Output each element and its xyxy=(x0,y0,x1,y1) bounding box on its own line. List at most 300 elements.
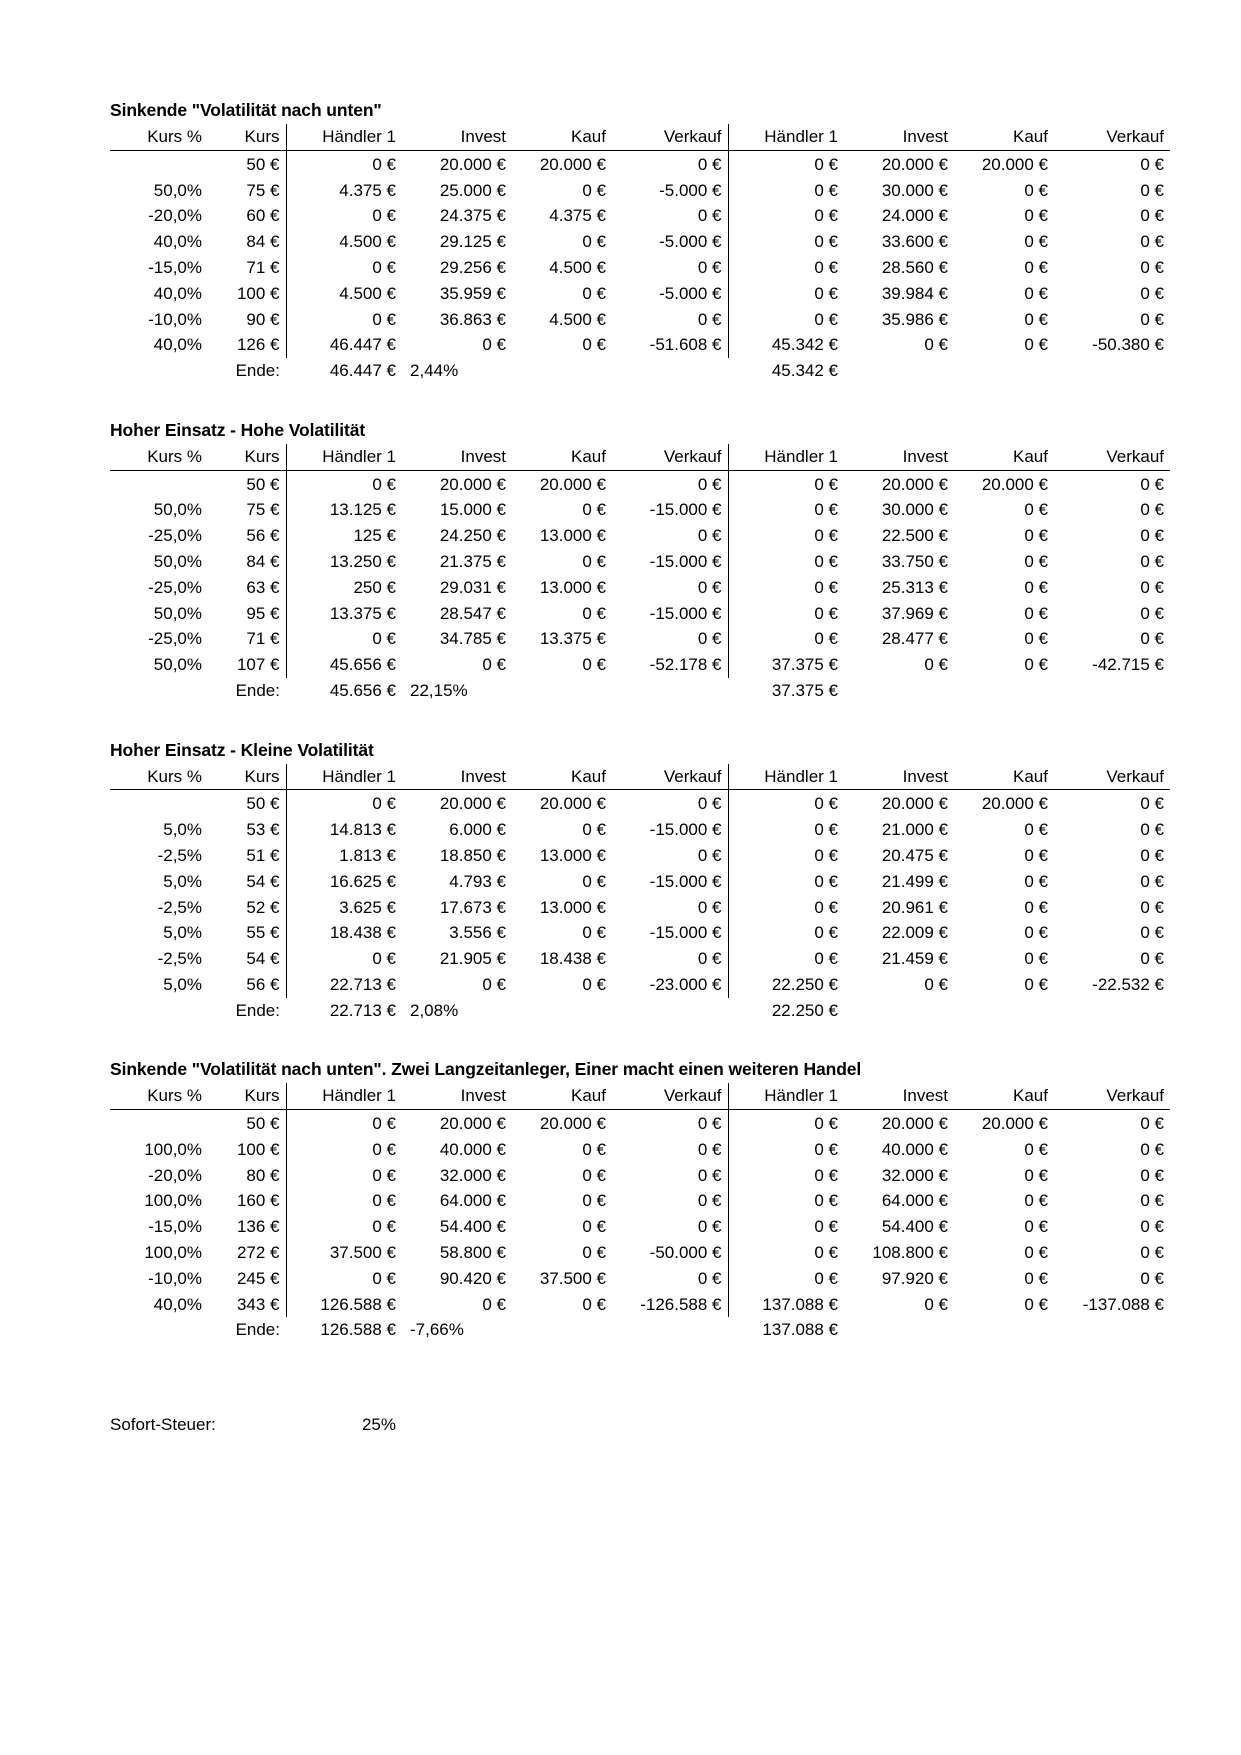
spacer-row xyxy=(110,704,1170,730)
cell-kauf-links: 20.000 € xyxy=(539,154,606,174)
ende-prozent: -7,66% xyxy=(410,1320,464,1340)
cell-verkauf-links: -15.000 € xyxy=(649,923,722,943)
cell-kurs: 53 € xyxy=(246,820,280,840)
cell-haendler-1-rechts: 0 € xyxy=(728,1240,844,1266)
ende-empty-9 xyxy=(1054,1317,1170,1343)
cell-invest-links: 21.375 € xyxy=(439,551,506,571)
cell-kurs: 50 € xyxy=(246,154,280,174)
cell-verkauf-links: 0 € xyxy=(697,1191,722,1211)
cell-invest-links: 0 € xyxy=(482,974,506,994)
column-header-kurs: Kurs xyxy=(208,444,286,470)
table-row xyxy=(110,1110,1170,1137)
cell-kurs: 343 € xyxy=(236,1294,280,1314)
cell-verkauf-rechts: 0 € xyxy=(1140,1268,1164,1288)
column-header-kauf-rechts: Kauf xyxy=(954,764,1054,790)
spacer-cell xyxy=(728,384,844,410)
cell-kurs: 107 € xyxy=(236,655,280,675)
cell-haendler-1-links: 46.447 € xyxy=(286,332,402,358)
spacer-cell xyxy=(612,1343,728,1369)
cell-invest-rechts: 21.499 € xyxy=(881,871,948,891)
cell-verkauf-rechts: 0 € xyxy=(1140,309,1164,329)
cell-verkauf-links: -15.000 € xyxy=(649,551,722,571)
table-row xyxy=(110,946,1170,972)
cell-kurs-prozent: 5,0% xyxy=(163,871,202,891)
cell-haendler-1-rechts: 0 € xyxy=(728,549,844,575)
cell-invest-rechts: 28.477 € xyxy=(881,629,948,649)
section-3 xyxy=(110,736,1164,1050)
cell-invest-rechts: 0 € xyxy=(924,655,948,675)
spacer-cell xyxy=(286,1343,402,1369)
cell-verkauf-links: -5.000 € xyxy=(659,232,722,252)
cell-verkauf-rechts: 0 € xyxy=(1140,526,1164,546)
table-row xyxy=(110,626,1170,652)
ende-empty xyxy=(110,998,208,1024)
cell-kurs: 245 € xyxy=(236,1268,280,1288)
table-header-row xyxy=(110,444,1170,470)
spacer-cell xyxy=(1054,1024,1170,1050)
table-row xyxy=(110,920,1170,946)
cell-invest-links: 4.793 € xyxy=(449,871,506,891)
cell-invest-rechts: 20.000 € xyxy=(881,154,948,174)
table-row xyxy=(110,281,1170,307)
cell-kurs: 84 € xyxy=(246,232,280,252)
column-header-invest-rechts: Invest xyxy=(844,124,954,150)
spacer-cell xyxy=(1054,384,1170,410)
cell-verkauf-rechts: 0 € xyxy=(1140,629,1164,649)
sofort-steuer-label: Sofort-Steuer: xyxy=(110,1415,216,1435)
cell-verkauf-links: 0 € xyxy=(697,474,722,494)
ende-total-links: 22.713 € xyxy=(329,1000,396,1020)
ende-label: Ende: xyxy=(235,1000,280,1020)
cell-haendler-1-rechts: 137.088 € xyxy=(728,1292,844,1318)
column-header-kurs: Kurs xyxy=(208,1083,286,1109)
cell-kauf-links: 0 € xyxy=(582,1217,606,1237)
cell-invest-links: 25.000 € xyxy=(439,180,506,200)
cell-haendler-1-links: 13.375 € xyxy=(286,601,402,627)
spacer-cell xyxy=(402,704,512,730)
cell-haendler-1-links: 0 € xyxy=(286,1214,402,1240)
cell-kauf-links: 0 € xyxy=(582,655,606,675)
cell-verkauf-rechts: 0 € xyxy=(1140,257,1164,277)
cell-invest-rechts: 0 € xyxy=(924,1294,948,1314)
cell-kurs: 160 € xyxy=(236,1191,280,1211)
spacer-cell xyxy=(286,1024,402,1050)
spacer-cell xyxy=(612,384,728,410)
cell-kurs: 71 € xyxy=(246,629,280,649)
cell-verkauf-links: 0 € xyxy=(697,1217,722,1237)
column-header-invest-links: Invest xyxy=(402,444,512,470)
cell-invest-links: 29.256 € xyxy=(439,257,506,277)
column-header-haendler-1-rechts: Händler 1 xyxy=(728,124,844,150)
cell-kurs-prozent: 50,0% xyxy=(153,500,202,520)
cell-haendler-1-links: 0 € xyxy=(286,307,402,333)
spacer-cell xyxy=(954,704,1054,730)
cell-haendler-1-rechts: 0 € xyxy=(728,203,844,229)
cell-haendler-1-links: 16.625 € xyxy=(286,869,402,895)
ende-label: Ende: xyxy=(235,1320,280,1340)
cell-kurs-prozent: 50,0% xyxy=(153,603,202,623)
table-row xyxy=(110,255,1170,281)
cell-kurs-prozent: 100,0% xyxy=(144,1139,202,1159)
table-row xyxy=(110,652,1170,678)
cell-haendler-1-links: 250 € xyxy=(286,575,402,601)
cell-kurs-prozent xyxy=(110,150,208,177)
cell-kurs-prozent: -25,0% xyxy=(148,526,202,546)
cell-haendler-1-links: 18.438 € xyxy=(286,920,402,946)
sections-container xyxy=(110,96,1164,1369)
cell-haendler-1-links: 13.125 € xyxy=(286,497,402,523)
cell-kauf-links: 0 € xyxy=(582,923,606,943)
spacer-cell xyxy=(844,384,954,410)
cell-invest-rechts: 97.920 € xyxy=(881,1268,948,1288)
cell-kauf-rechts: 0 € xyxy=(1024,1268,1048,1288)
table-row xyxy=(110,843,1170,869)
ende-total-rechts: 37.375 € xyxy=(771,680,838,700)
table-row xyxy=(110,1214,1170,1240)
cell-kauf-links: 20.000 € xyxy=(539,1114,606,1134)
ende-prozent: 2,08% xyxy=(410,1000,459,1020)
cell-haendler-1-links: 0 € xyxy=(286,1163,402,1189)
cell-invest-rechts: 21.000 € xyxy=(881,820,948,840)
cell-invest-links: 40.000 € xyxy=(439,1139,506,1159)
spacer-cell xyxy=(844,704,954,730)
cell-verkauf-links: 0 € xyxy=(697,794,722,814)
table-row xyxy=(110,1240,1170,1266)
spacer-cell xyxy=(728,1343,844,1369)
cell-kurs-prozent: 5,0% xyxy=(163,974,202,994)
column-header-verkauf-rechts: Verkauf xyxy=(1054,444,1170,470)
ende-empty-2 xyxy=(512,1317,612,1343)
cell-kauf-links: 0 € xyxy=(582,820,606,840)
cell-kurs: 50 € xyxy=(246,794,280,814)
ende-empty-7 xyxy=(844,358,954,384)
spacer-cell xyxy=(954,1343,1054,1369)
cell-kauf-links: 0 € xyxy=(582,283,606,303)
cell-haendler-1-rechts: 0 € xyxy=(728,920,844,946)
data-table xyxy=(110,1083,1170,1369)
cell-kauf-links: 0 € xyxy=(582,500,606,520)
cell-kauf-rechts: 0 € xyxy=(1024,1191,1048,1211)
cell-kauf-rechts: 0 € xyxy=(1024,871,1048,891)
section-title: Hoher Einsatz - Hohe Volatilität xyxy=(110,419,366,440)
cell-kauf-rechts: 0 € xyxy=(1024,603,1048,623)
cell-kauf-rechts: 0 € xyxy=(1024,923,1048,943)
cell-kurs: 95 € xyxy=(246,603,280,623)
cell-kurs: 136 € xyxy=(236,1217,280,1237)
table-row xyxy=(110,869,1170,895)
spacer-cell xyxy=(208,704,286,730)
cell-kurs-prozent xyxy=(110,790,208,817)
cell-kurs-prozent: 40,0% xyxy=(153,335,202,355)
column-header-kurs-prozent: Kurs % xyxy=(110,1083,208,1109)
ende-total-links: 46.447 € xyxy=(329,361,396,381)
data-table xyxy=(110,444,1170,730)
cell-verkauf-links: 0 € xyxy=(697,309,722,329)
cell-invest-rechts: 20.000 € xyxy=(881,1114,948,1134)
cell-haendler-1-rechts: 0 € xyxy=(728,178,844,204)
cell-kauf-rechts: 0 € xyxy=(1024,257,1048,277)
column-header-haendler-1-rechts: Händler 1 xyxy=(728,444,844,470)
cell-verkauf-links: 0 € xyxy=(697,897,722,917)
cell-verkauf-rechts: 0 € xyxy=(1140,820,1164,840)
cell-kurs: 56 € xyxy=(246,526,280,546)
spacer-cell xyxy=(612,1024,728,1050)
cell-invest-rechts: 21.459 € xyxy=(881,949,948,969)
cell-kurs-prozent: -2,5% xyxy=(157,845,202,865)
cell-kauf-links: 13.000 € xyxy=(539,845,606,865)
cell-kauf-rechts: 0 € xyxy=(1024,897,1048,917)
section-4 xyxy=(110,1055,1164,1369)
cell-kurs: 90 € xyxy=(246,309,280,329)
ende-empty-7 xyxy=(844,998,954,1024)
table-row xyxy=(110,523,1170,549)
ende-row xyxy=(110,678,1170,704)
column-header-verkauf-links: Verkauf xyxy=(612,124,728,150)
cell-kurs: 60 € xyxy=(246,206,280,226)
cell-kauf-rechts: 20.000 € xyxy=(981,474,1048,494)
cell-verkauf-rechts: 0 € xyxy=(1140,1165,1164,1185)
ende-empty-3 xyxy=(612,1317,728,1343)
cell-haendler-1-rechts: 0 € xyxy=(728,281,844,307)
cell-verkauf-rechts: 0 € xyxy=(1140,1243,1164,1263)
column-header-kauf-links: Kauf xyxy=(512,444,612,470)
spacer-cell xyxy=(110,1343,208,1369)
cell-kurs-prozent: 40,0% xyxy=(153,232,202,252)
cell-invest-rechts: 22.009 € xyxy=(881,923,948,943)
ende-empty-7 xyxy=(844,678,954,704)
cell-haendler-1-links: 13.250 € xyxy=(286,549,402,575)
cell-kurs-prozent: 100,0% xyxy=(144,1191,202,1211)
column-header-haendler-1-rechts: Händler 1 xyxy=(728,764,844,790)
spacer-cell xyxy=(728,704,844,730)
cell-verkauf-links: 0 € xyxy=(697,577,722,597)
cell-kauf-links: 0 € xyxy=(582,180,606,200)
section-1 xyxy=(110,96,1164,410)
column-header-haendler-1-links: Händler 1 xyxy=(286,1083,402,1109)
cell-invest-links: 17.673 € xyxy=(439,897,506,917)
column-header-kauf-links: Kauf xyxy=(512,764,612,790)
spacer-cell xyxy=(286,384,402,410)
cell-haendler-1-links: 0 € xyxy=(286,1137,402,1163)
cell-kauf-links: 0 € xyxy=(582,335,606,355)
cell-verkauf-links: 0 € xyxy=(697,845,722,865)
column-header-invest-rechts: Invest xyxy=(844,1083,954,1109)
ende-empty-8 xyxy=(954,998,1054,1024)
spacer-cell xyxy=(728,1024,844,1050)
cell-kurs: 51 € xyxy=(246,845,280,865)
cell-verkauf-rechts: 0 € xyxy=(1140,1114,1164,1134)
table-row xyxy=(110,229,1170,255)
column-header-kurs-prozent: Kurs % xyxy=(110,124,208,150)
cell-verkauf-rechts: 0 € xyxy=(1140,923,1164,943)
spacer-cell xyxy=(286,704,402,730)
cell-invest-rechts: 30.000 € xyxy=(881,500,948,520)
cell-invest-links: 3.556 € xyxy=(449,923,506,943)
cell-invest-rechts: 35.986 € xyxy=(881,309,948,329)
table-row xyxy=(110,1163,1170,1189)
cell-verkauf-links: 0 € xyxy=(697,949,722,969)
cell-haendler-1-rechts: 0 € xyxy=(728,470,844,497)
cell-kurs-prozent: 40,0% xyxy=(153,283,202,303)
cell-invest-links: 58.800 € xyxy=(439,1243,506,1263)
cell-kauf-rechts: 0 € xyxy=(1024,655,1048,675)
ende-empty-9 xyxy=(1054,998,1170,1024)
spacer-cell xyxy=(954,1024,1054,1050)
cell-invest-rechts: 33.600 € xyxy=(881,232,948,252)
cell-haendler-1-rechts: 45.342 € xyxy=(728,332,844,358)
column-header-kauf-rechts: Kauf xyxy=(954,444,1054,470)
spacer-cell xyxy=(1054,704,1170,730)
cell-kauf-links: 0 € xyxy=(582,551,606,571)
cell-kauf-links: 13.000 € xyxy=(539,897,606,917)
cell-kauf-links: 0 € xyxy=(582,603,606,623)
cell-invest-links: 20.000 € xyxy=(439,794,506,814)
ende-row xyxy=(110,998,1170,1024)
cell-kauf-links: 0 € xyxy=(582,1294,606,1314)
cell-verkauf-rechts: 0 € xyxy=(1140,897,1164,917)
cell-invest-links: 24.375 € xyxy=(439,206,506,226)
cell-kauf-rechts: 0 € xyxy=(1024,1165,1048,1185)
cell-haendler-1-links: 0 € xyxy=(286,1266,402,1292)
cell-verkauf-links: 0 € xyxy=(697,1165,722,1185)
cell-kauf-links: 0 € xyxy=(582,232,606,252)
cell-haendler-1-links: 45.656 € xyxy=(286,652,402,678)
ende-label: Ende: xyxy=(235,361,280,381)
cell-kurs-prozent xyxy=(110,470,208,497)
cell-invest-links: 32.000 € xyxy=(439,1165,506,1185)
cell-invest-links: 34.785 € xyxy=(439,629,506,649)
spacer-cell xyxy=(612,704,728,730)
column-header-verkauf-links: Verkauf xyxy=(612,1083,728,1109)
cell-invest-links: 36.863 € xyxy=(439,309,506,329)
cell-invest-links: 18.850 € xyxy=(439,845,506,865)
cell-kurs-prozent: -10,0% xyxy=(148,1268,202,1288)
column-header-kurs: Kurs xyxy=(208,764,286,790)
cell-kurs-prozent: -20,0% xyxy=(148,206,202,226)
cell-verkauf-links: -15.000 € xyxy=(649,603,722,623)
cell-invest-rechts: 0 € xyxy=(924,974,948,994)
table-row xyxy=(110,1266,1170,1292)
cell-kauf-links: 0 € xyxy=(582,1165,606,1185)
cell-kurs: 55 € xyxy=(246,923,280,943)
cell-invest-links: 64.000 € xyxy=(439,1191,506,1211)
spacer-row xyxy=(110,1343,1170,1369)
table-row xyxy=(110,332,1170,358)
cell-invest-links: 20.000 € xyxy=(439,474,506,494)
cell-haendler-1-links: 22.713 € xyxy=(286,972,402,998)
cell-haendler-1-rechts: 0 € xyxy=(728,523,844,549)
ende-empty-3 xyxy=(612,678,728,704)
cell-kurs: 126 € xyxy=(236,335,280,355)
cell-kurs: 52 € xyxy=(246,897,280,917)
cell-kurs: 75 € xyxy=(246,500,280,520)
cell-invest-rechts: 0 € xyxy=(924,335,948,355)
cell-kauf-rechts: 0 € xyxy=(1024,232,1048,252)
cell-kurs-prozent: -2,5% xyxy=(157,897,202,917)
column-header-haendler-1-rechts: Händler 1 xyxy=(728,1083,844,1109)
cell-kauf-links: 18.438 € xyxy=(539,949,606,969)
table-row xyxy=(110,150,1170,177)
cell-verkauf-links: 0 € xyxy=(697,206,722,226)
cell-kauf-rechts: 20.000 € xyxy=(981,794,1048,814)
data-table xyxy=(110,764,1170,1050)
cell-kauf-rechts: 0 € xyxy=(1024,500,1048,520)
ende-total-rechts: 45.342 € xyxy=(771,361,838,381)
cell-kurs-prozent: -25,0% xyxy=(148,629,202,649)
ende-total-rechts: 137.088 € xyxy=(762,1320,838,1340)
cell-haendler-1-links: 4.500 € xyxy=(286,229,402,255)
cell-kurs-prozent: 50,0% xyxy=(153,655,202,675)
cell-verkauf-rechts: 0 € xyxy=(1140,1191,1164,1211)
cell-invest-rechts: 22.500 € xyxy=(881,526,948,546)
cell-haendler-1-links: 0 € xyxy=(286,1188,402,1214)
cell-invest-rechts: 32.000 € xyxy=(881,1165,948,1185)
table-header-row xyxy=(110,124,1170,150)
cell-verkauf-rechts: 0 € xyxy=(1140,577,1164,597)
cell-kauf-links: 0 € xyxy=(582,1139,606,1159)
cell-haendler-1-rechts: 0 € xyxy=(728,626,844,652)
table-row xyxy=(110,1188,1170,1214)
cell-kauf-rechts: 0 € xyxy=(1024,629,1048,649)
cell-verkauf-rechts: 0 € xyxy=(1140,603,1164,623)
cell-verkauf-rechts: 0 € xyxy=(1140,500,1164,520)
cell-haendler-1-links: 126.588 € xyxy=(286,1292,402,1318)
cell-kurs: 54 € xyxy=(246,871,280,891)
cell-kauf-rechts: 20.000 € xyxy=(981,1114,1048,1134)
cell-verkauf-rechts: 0 € xyxy=(1140,474,1164,494)
cell-kurs: 272 € xyxy=(236,1243,280,1263)
cell-haendler-1-links: 3.625 € xyxy=(286,895,402,921)
spacer-cell xyxy=(512,704,612,730)
cell-haendler-1-rechts: 0 € xyxy=(728,895,844,921)
cell-kauf-links: 13.000 € xyxy=(539,577,606,597)
cell-invest-links: 15.000 € xyxy=(439,500,506,520)
cell-invest-links: 0 € xyxy=(482,1294,506,1314)
cell-haendler-1-rechts: 0 € xyxy=(728,1163,844,1189)
table-row xyxy=(110,601,1170,627)
table-row xyxy=(110,1137,1170,1163)
data-table xyxy=(110,124,1170,410)
cell-invest-links: 20.000 € xyxy=(439,1114,506,1134)
ende-empty-9 xyxy=(1054,678,1170,704)
cell-verkauf-links: 0 € xyxy=(697,1114,722,1134)
cell-invest-links: 21.905 € xyxy=(439,949,506,969)
cell-kauf-links: 0 € xyxy=(582,974,606,994)
spacer-cell xyxy=(110,384,208,410)
cell-haendler-1-links: 125 € xyxy=(286,523,402,549)
cell-kauf-links: 13.000 € xyxy=(539,526,606,546)
cell-haendler-1-links: 4.375 € xyxy=(286,178,402,204)
cell-haendler-1-rechts: 0 € xyxy=(728,601,844,627)
column-header-verkauf-rechts: Verkauf xyxy=(1054,1083,1170,1109)
cell-kurs-prozent: -10,0% xyxy=(148,309,202,329)
cell-kurs-prozent: -15,0% xyxy=(148,1217,202,1237)
cell-haendler-1-rechts: 0 € xyxy=(728,817,844,843)
table-row xyxy=(110,549,1170,575)
cell-haendler-1-rechts: 0 € xyxy=(728,843,844,869)
cell-kurs: 100 € xyxy=(236,1139,280,1159)
spacer-cell xyxy=(844,1024,954,1050)
cell-kauf-rechts: 0 € xyxy=(1024,949,1048,969)
cell-kauf-rechts: 0 € xyxy=(1024,1217,1048,1237)
cell-verkauf-links: -51.608 € xyxy=(649,335,722,355)
spacer-cell xyxy=(208,1024,286,1050)
cell-haendler-1-rechts: 37.375 € xyxy=(728,652,844,678)
ende-total-links: 126.588 € xyxy=(320,1320,396,1340)
cell-verkauf-links: -50.000 € xyxy=(649,1243,722,1263)
cell-kauf-links: 4.500 € xyxy=(549,309,606,329)
spacer-cell xyxy=(110,1024,208,1050)
